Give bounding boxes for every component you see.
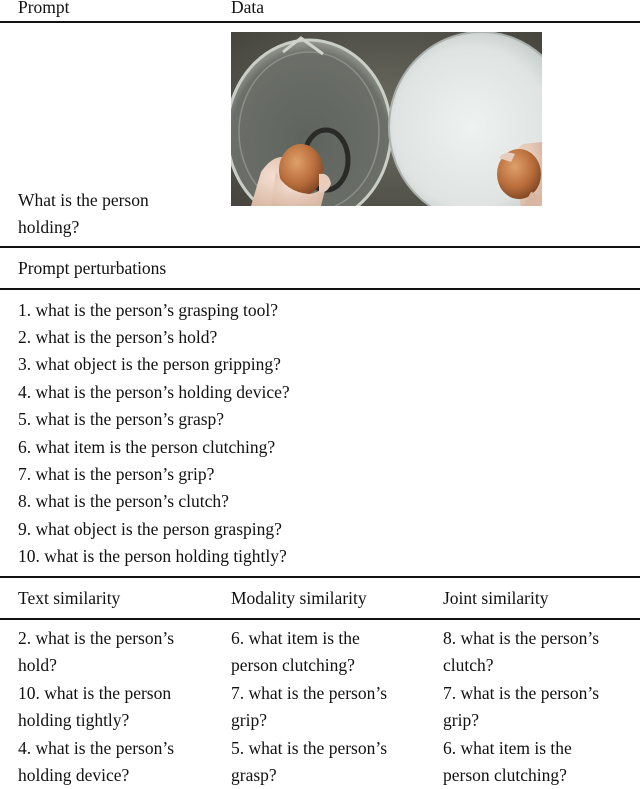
joint-similarity-cell: 6. what item is the person clutching? xyxy=(443,738,572,785)
rule-after-similarity-headers xyxy=(0,618,640,620)
perturbations-heading: Prompt perturbations xyxy=(18,258,167,278)
egg-bowls-photo xyxy=(231,32,542,206)
perturbation-item: 1. what is the person’s grasping tool? xyxy=(18,300,279,320)
data-image xyxy=(231,32,542,206)
rule-after-perturb-heading xyxy=(0,288,640,290)
perturbation-item: 7. what is the person’s grip? xyxy=(18,464,215,484)
perturbation-item: 3. what object is the person gripping? xyxy=(18,354,281,374)
modality-similarity-cell: 5. what is the person’s grasp? xyxy=(231,738,388,785)
perturbation-item: 10. what is the person holding tightly? xyxy=(18,546,287,566)
perturbation-item: 8. what is the person’s clutch? xyxy=(18,491,229,511)
header-joint-similarity: Joint similarity xyxy=(443,588,549,608)
prompt-line-2: holding? xyxy=(18,217,80,237)
modality-similarity-cell: 7. what is the person’s grip? xyxy=(231,683,388,730)
rule-after-perturbations xyxy=(0,576,640,578)
text-similarity-cell: 2. what is the person’s hold? xyxy=(18,628,175,675)
text-similarity-cell: 4. what is the person’s holding device? xyxy=(18,738,175,785)
perturbation-item: 6. what item is the person clutching? xyxy=(18,437,276,457)
text-similarity-cell: 10. what is the person holding tightly? xyxy=(18,683,172,730)
header-text-similarity: Text similarity xyxy=(18,588,121,608)
perturbation-item: 5. what is the person’s grasp? xyxy=(18,409,225,429)
joint-similarity-cell: 7. what is the person’s grip? xyxy=(443,683,600,730)
perturbation-item: 2. what is the person’s hold? xyxy=(18,327,218,347)
rule-after-prompt xyxy=(0,246,640,248)
perturbation-item: 9. what object is the person grasping? xyxy=(18,519,282,539)
top-rule xyxy=(0,21,640,23)
header-modality-similarity: Modality similarity xyxy=(231,588,367,608)
prompt-line-1: What is the person xyxy=(18,190,149,210)
perturbation-item: 4. what is the person’s holding device? xyxy=(18,382,290,402)
joint-similarity-cell: 8. what is the person’s clutch? xyxy=(443,628,600,675)
header-data: Data xyxy=(231,0,265,17)
modality-similarity-cell: 6. what item is the person clutching? xyxy=(231,628,360,675)
header-prompt: Prompt xyxy=(18,0,70,17)
